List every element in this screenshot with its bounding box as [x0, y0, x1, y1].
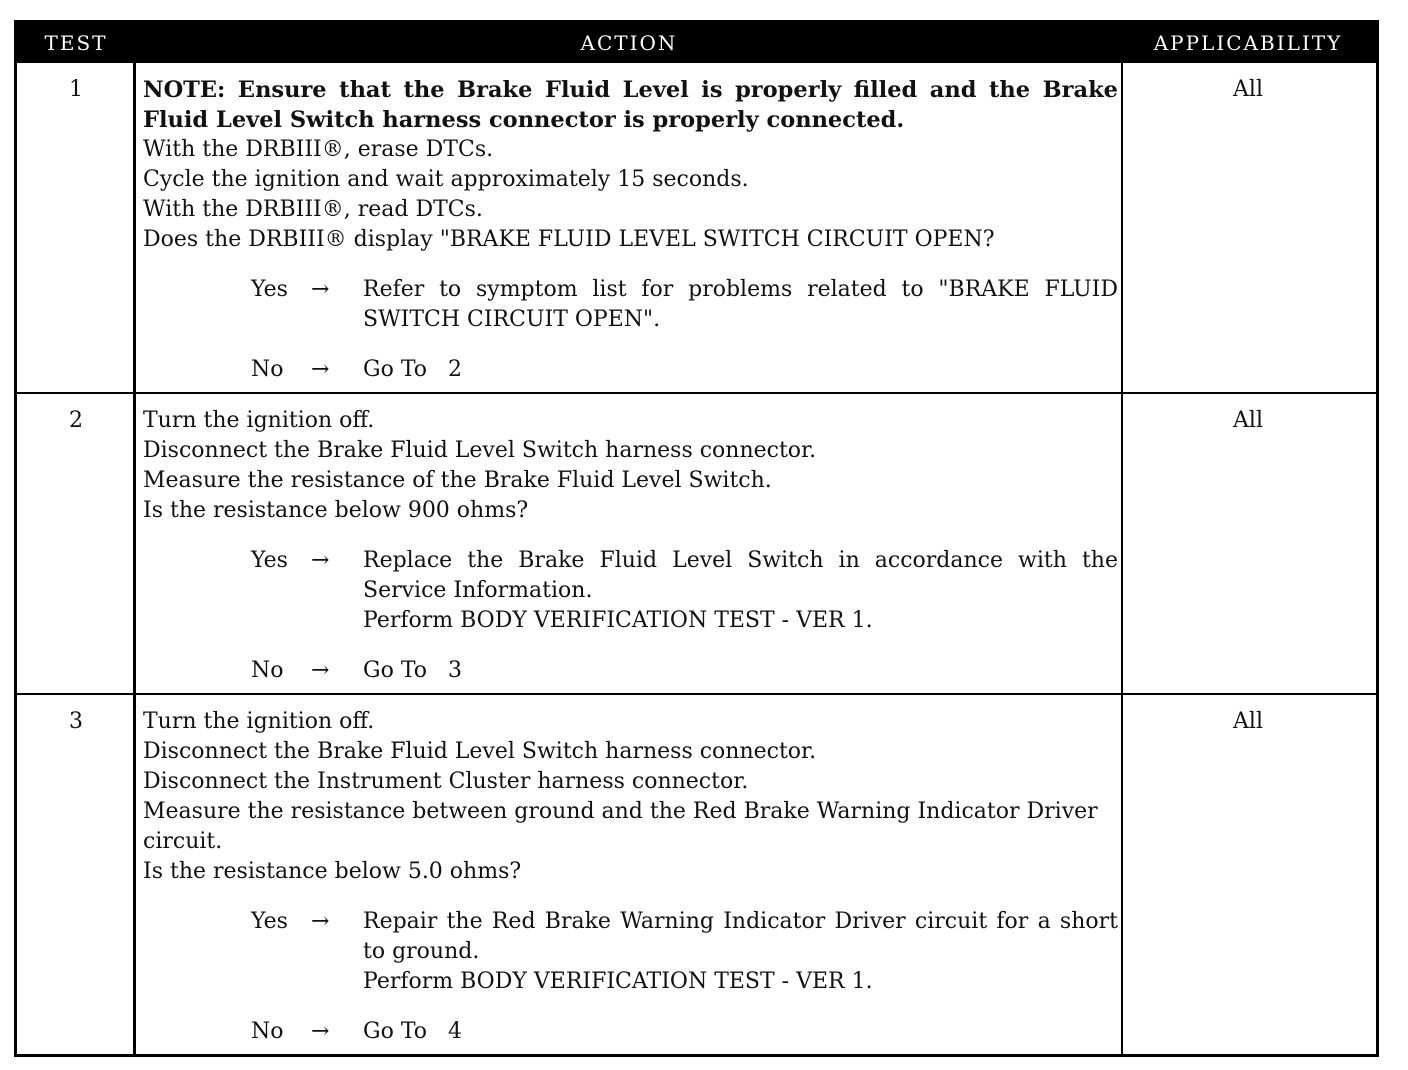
right-arrow-icon: → — [311, 909, 330, 934]
no-action: Go To 3 — [363, 658, 462, 683]
yes-label: Yes — [251, 548, 288, 573]
step-text: Turn the ignition off. — [143, 408, 375, 433]
note-text: NOTE: Ensure that the Brake Fluid Level is properly filled and the Brake Fluid Level Switch harness connector is properly connected. — [143, 77, 1118, 133]
header-applicability: APPLICABILITY — [1153, 31, 1343, 55]
header-action: ACTION — [580, 31, 678, 55]
applicability-value: All — [1233, 408, 1263, 433]
yes-action-line: Perform BODY VERIFICATION TEST - VER 1. — [363, 969, 873, 994]
yes-action-line: Perform BODY VERIFICATION TEST - VER 1. — [363, 608, 873, 633]
test-number: 1 — [69, 77, 83, 102]
no-label: No — [251, 1019, 284, 1044]
table-row — [17, 695, 1376, 1055]
yes-action-line: Replace the Brake Fluid Level Switch in accordance with the Service Information. — [363, 548, 1118, 603]
yes-answer — [143, 546, 1118, 636]
diagnostic-test-table — [14, 20, 1379, 1057]
step-text: Measure the resistance of the Brake Fluid Level Switch. — [143, 468, 772, 493]
step-text: Measure the resistance between ground and the Red Brake Warning Indicator Driver circuit. — [143, 799, 1098, 854]
no-label: No — [251, 357, 284, 382]
no-label: No — [251, 658, 284, 683]
test-number: 3 — [69, 709, 83, 734]
right-arrow-icon: → — [311, 277, 330, 302]
header-test: TEST — [44, 31, 108, 55]
no-answer — [143, 355, 1118, 385]
yes-answer — [143, 275, 1118, 335]
step-text: Is the resistance below 900 ohms? — [143, 498, 529, 523]
yes-action — [363, 546, 1118, 636]
action-cell — [143, 75, 1118, 385]
step-text: Cycle the ignition and wait approximately 15 seconds. — [143, 167, 749, 192]
no-action: Go To 4 — [363, 1019, 462, 1044]
no-action: Go To 2 — [363, 357, 462, 382]
yes-answer — [143, 907, 1118, 997]
no-answer — [143, 1017, 1118, 1047]
step-text: With the DRBIII®, erase DTCs. — [143, 137, 494, 162]
step-text: Turn the ignition off. — [143, 709, 375, 734]
table-row — [17, 63, 1376, 393]
step-text: Is the resistance below 5.0 ohms? — [143, 859, 522, 884]
yes-action-line: Repair the Red Brake Warning Indicator Driver circuit for a short to ground. — [363, 909, 1118, 964]
yes-action-line: Refer to symptom list for problems related to "BRAKE FLUID SWITCH CIRCUIT OPEN". — [363, 277, 1118, 332]
step-text: Disconnect the Brake Fluid Level Switch harness connector. — [143, 438, 817, 463]
right-arrow-icon: → — [311, 658, 330, 683]
no-answer — [143, 656, 1118, 686]
applicability-value: All — [1233, 709, 1263, 734]
action-cell — [143, 406, 1118, 686]
right-arrow-icon: → — [311, 548, 330, 573]
yes-label: Yes — [251, 277, 288, 302]
step-text: Disconnect the Brake Fluid Level Switch harness connector. — [143, 739, 817, 764]
action-cell — [143, 707, 1118, 1047]
yes-label: Yes — [251, 909, 288, 934]
test-number: 2 — [69, 408, 83, 433]
yes-action — [363, 275, 1118, 335]
step-text: With the DRBIII®, read DTCs. — [143, 197, 483, 222]
yes-action — [363, 907, 1118, 997]
right-arrow-icon: → — [311, 1019, 330, 1044]
applicability-value: All — [1233, 77, 1263, 102]
table-row — [17, 394, 1376, 694]
table-header — [17, 23, 1376, 63]
step-text: Does the DRBIII® display "BRAKE FLUID LEVEL SWITCH CIRCUIT OPEN? — [143, 227, 995, 252]
step-text: Disconnect the Instrument Cluster harness connector. — [143, 769, 749, 794]
right-arrow-icon: → — [311, 357, 330, 382]
